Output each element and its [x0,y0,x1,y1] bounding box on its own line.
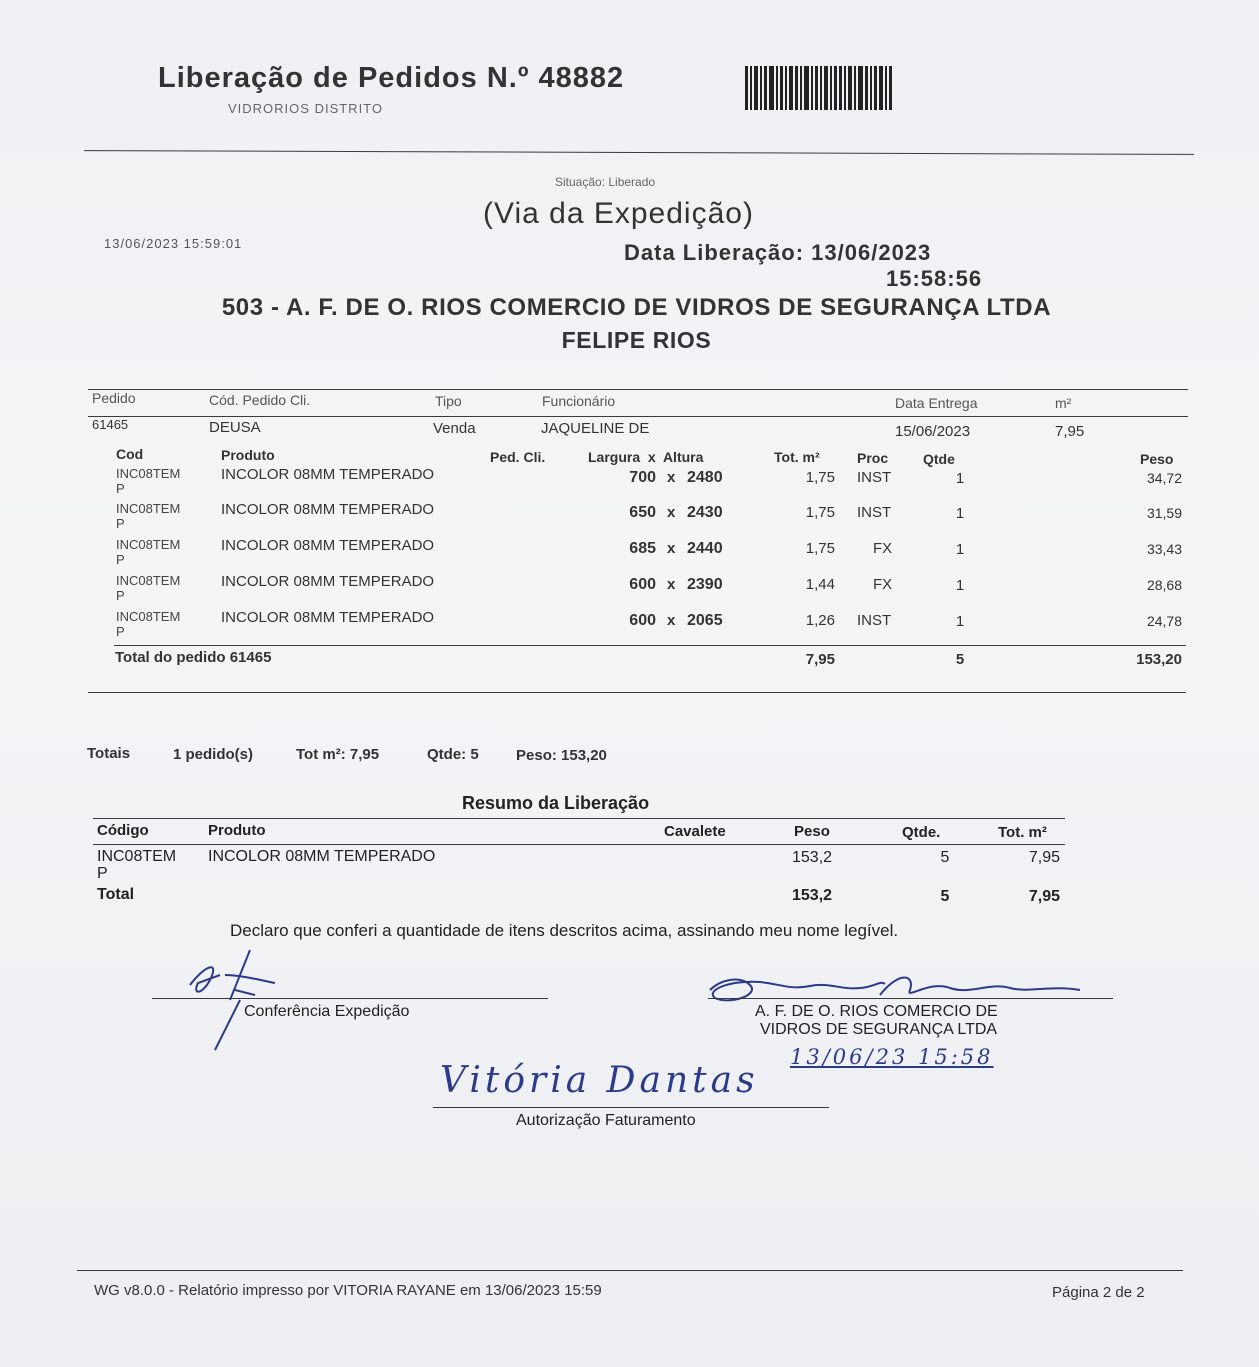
release-date: Data Liberação: 13/06/2023 [624,240,932,265]
item-qtde: 1 [955,470,965,487]
copy-label: (Via da Expedição) [483,197,754,230]
barcode-bar [811,66,813,110]
conference-signature [180,945,300,1055]
company-signature-line [708,998,1113,999]
barcode-bar [879,66,883,110]
item-tot-m2: 1,75 [805,504,835,521]
item-altura: 2390 [687,576,723,593]
col-funcionario: Funcionário [542,393,616,409]
order-data-entrega: 15/06/2023 [895,423,971,440]
item-qtde: 1 [955,577,965,594]
item-cod-line2: P [116,552,125,567]
item-largura: 700 [629,469,656,486]
barcode-bar [760,66,762,110]
order-header-divider [88,416,1188,417]
barcode-bar [745,66,748,110]
summary-total-label: Total [97,886,135,903]
authorization-label: Autorização Faturamento [516,1112,696,1129]
summary-row-codigo-line1: INC08TEM [97,848,177,865]
item-proc: FX [873,540,893,557]
item-cod [116,466,180,496]
item-cod [116,573,180,603]
item-col-dimensoes: Largura x Altura [588,449,704,465]
order-tipo: Venda [433,420,476,437]
barcode-bar [844,66,846,110]
branch-name: VIDRORIOS DISTRITO [228,101,383,116]
order-pedido: 61465 [92,417,129,432]
summary-header-divider [93,844,1065,845]
order-top-divider [88,389,1188,390]
barcode-bar [820,66,822,110]
totals-label: Totais [87,745,131,762]
item-tot-m2: 1,75 [805,469,835,486]
handwritten-name: Vitória Dantas [440,1060,759,1101]
item-x: x [667,504,676,521]
barcode-bar [874,66,877,110]
items-total-divider [114,645,1186,646]
item-peso: 34,72 [1146,470,1182,486]
barcode-bar [780,66,783,110]
summary-col-qtde: Qtde. [902,824,941,841]
barcode-bar [889,66,892,110]
item-largura: 685 [629,540,656,557]
item-col-tot-m2: Tot. m² [774,449,820,465]
item-produto: INCOLOR 08MM TEMPERADO [221,501,435,518]
item-col-qtde: Qtde [923,451,955,467]
item-tot-m2: 1,75 [805,540,835,557]
item-largura: 600 [629,612,656,629]
col-cod-pedido-cli: Cód. Pedido Cli. [209,392,311,408]
footer-divider [77,1270,1183,1271]
barcode-bar [804,66,809,110]
summary-col-cavalete: Cavalete [664,823,726,840]
item-largura: 650 [629,504,656,521]
item-x: x [667,576,676,593]
item-cod-line1: INC08TEM [116,466,181,481]
footer-print-info: WG v8.0.0 - Relatório impresso por VITORIA RAYANE em 13/06/2023 15:59 [94,1282,602,1299]
barcode-bar [870,66,872,110]
item-produto: INCOLOR 08MM TEMPERADO [221,573,435,590]
item-qtde: 1 [955,613,965,630]
barcode-bar [848,66,852,110]
item-cod-line2: P [116,588,125,603]
item-peso: 28,68 [1146,577,1182,593]
item-cod-line2: P [116,516,125,531]
item-produto: INCOLOR 08MM TEMPERADO [221,537,435,554]
order-total-qtde: 5 [955,651,965,668]
conference-signature-line [152,998,548,999]
barcode-bar [830,66,832,110]
item-col-peso: Peso [1140,451,1174,467]
item-cod-line1: INC08TEM [116,537,181,552]
page-number: Página 2 de 2 [1052,1284,1145,1301]
barcode-bar [858,66,863,110]
barcode-bar [834,66,837,110]
summary-total-peso: 153,2 [792,887,833,904]
item-produto: INCOLOR 08MM TEMPERADO [221,466,435,483]
order-funcionario: JAQUELINE DE [541,420,650,437]
company-signature-line1: A. F. DE O. RIOS COMERCIO DE [755,1003,998,1020]
print-timestamp: 13/06/2023 15:59:01 [104,236,243,251]
client-name: FELIPE RIOS [561,327,712,353]
header-divider [84,150,1194,155]
col-data-entrega: Data Entrega [895,395,978,411]
barcode-bar [800,66,802,110]
summary-col-peso: Peso [794,823,830,840]
barcode-bar [764,66,767,110]
item-cod-line2: P [116,624,125,639]
item-col-ped-cli: Ped. Cli. [490,449,546,465]
item-col-proc: Proc [857,450,889,466]
report-title: Liberação de Pedidos N.º 48882 [158,62,625,94]
summary-row-peso: 153,2 [792,849,833,866]
item-proc: INST [857,504,892,521]
summary-row-produto: INCOLOR 08MM TEMPERADO [208,848,436,865]
summary-row-tot-m2: 7,95 [1028,849,1060,866]
item-altura: 2430 [687,504,723,521]
barcode [745,66,939,110]
order-bottom-divider [88,692,1186,693]
item-peso: 31,59 [1146,505,1182,521]
barcode-bar [750,66,752,110]
barcode-bar [769,66,774,110]
barcode-bar [815,66,818,110]
item-cod [116,609,180,639]
item-x: x [667,612,676,629]
order-cod-pedido-cli: DEUSA [209,419,261,436]
col-tipo: Tipo [435,393,462,409]
barcode-bar [785,66,787,110]
barcode-bar [789,66,793,110]
summary-total-tot-m2: 7,95 [1028,888,1060,905]
item-x: x [667,469,676,486]
barcode-bar [824,66,828,110]
company-signature-line2: VIDROS DE SEGURANÇA LTDA [760,1021,998,1038]
item-proc: INST [857,469,892,486]
barcode-bar [839,66,842,110]
declaration-text: Declaro que conferi a quantidade de itens descritos acima, assinando meu nome legível. [230,921,899,940]
item-proc: INST [857,612,892,629]
item-cod [116,537,180,567]
item-x: x [667,540,676,557]
order-total-label: Total do pedido 61465 [115,649,272,666]
summary-row-codigo [97,848,176,882]
totals-peso: Peso: 153,20 [516,747,607,764]
col-pedido: Pedido [92,390,136,406]
item-proc: FX [873,576,893,593]
item-cod-line1: INC08TEM [116,501,181,516]
item-altura: 2480 [687,469,723,486]
item-qtde: 1 [955,541,965,558]
summary-total-qtde: 5 [940,888,950,905]
item-col-cod: Cod [116,446,144,462]
item-altura: 2440 [687,540,723,557]
barcode-bar [865,66,868,110]
barcode-bar [854,66,856,110]
totals-qtde: Qtde: 5 [427,746,479,763]
summary-row-codigo-line2: P [97,865,108,882]
item-cod-line1: INC08TEM [116,573,181,588]
item-peso: 24,78 [1146,613,1182,629]
status-label: Situação: Liberado [555,175,656,189]
totals-pedidos: 1 pedido(s) [173,746,254,763]
item-cod-line2: P [116,481,125,496]
summary-title: Resumo da Liberação [462,793,650,813]
barcode-bar [776,66,778,110]
totals-m2: Tot m²: 7,95 [296,746,380,763]
order-total-m2: 7,95 [805,651,835,668]
barcode-bar [795,66,798,110]
item-peso: 33,43 [1146,541,1182,557]
handwritten-date: 13/06/23 15:58 [790,1045,994,1069]
authorization-signature-line [433,1107,829,1108]
col-m2: m² [1055,395,1072,411]
summary-col-tot-m2: Tot. m² [998,824,1047,841]
item-cod [116,501,180,531]
order-total-peso: 153,20 [1136,651,1182,668]
summary-top-divider [93,818,1065,819]
item-qtde: 1 [955,505,965,522]
item-tot-m2: 1,44 [805,576,835,593]
barcode-bar [885,66,887,110]
order-m2: 7,95 [1055,423,1085,440]
summary-row-qtde: 5 [940,849,950,866]
conference-label: Conferência Expedição [244,1003,410,1020]
item-largura: 600 [629,576,656,593]
company-name: 503 - A. F. DE O. RIOS COMERCIO DE VIDROS DE SEGURANÇA LTDA [221,294,1052,321]
item-altura: 2065 [687,612,723,629]
release-time: 15:58:56 [886,266,983,291]
summary-col-codigo: Código [97,822,149,839]
barcode-bar [754,66,758,110]
item-col-produto: Produto [221,447,275,463]
item-cod-line1: INC08TEM [116,609,181,624]
summary-col-produto: Produto [208,822,266,839]
item-tot-m2: 1,26 [805,612,835,629]
item-produto: INCOLOR 08MM TEMPERADO [221,609,435,626]
